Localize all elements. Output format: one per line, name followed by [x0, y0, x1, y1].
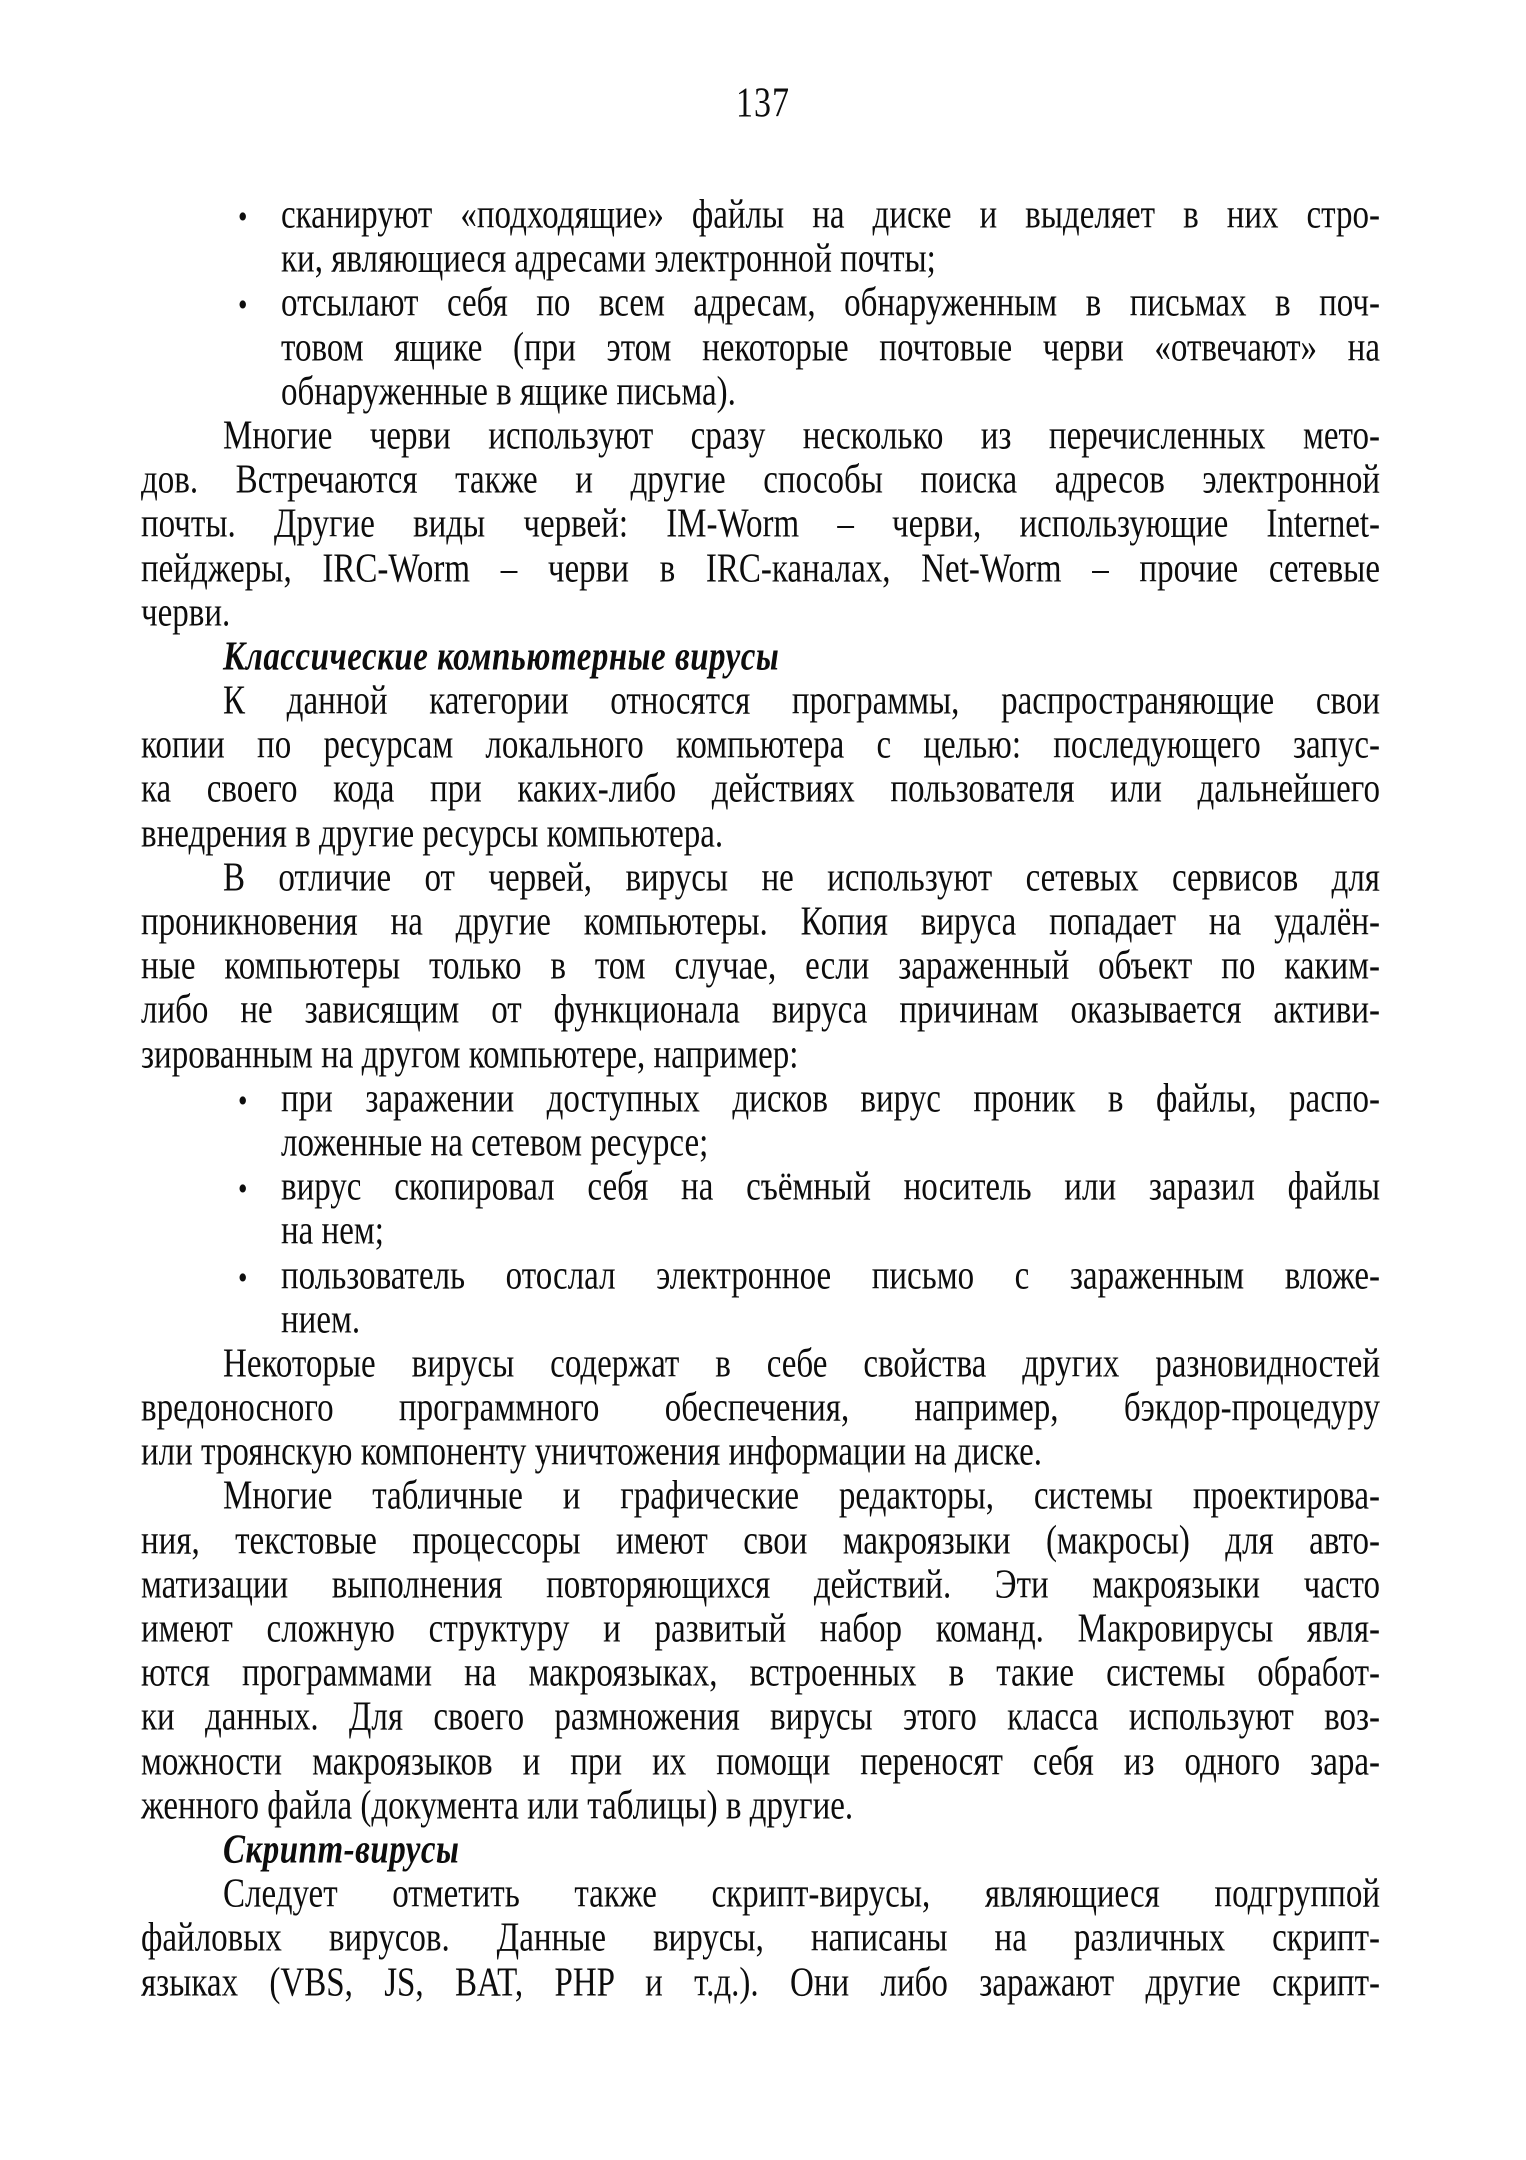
- bullet-icon: •: [238, 197, 248, 235]
- bullet-item-line: на нем;: [281, 1208, 384, 1254]
- bullet-icon: •: [238, 285, 248, 324]
- paragraph-line: файловых вирусов. Данные вирусы, написаны на различных скрипт-: [141, 1915, 1380, 1961]
- bullet-item-line: ложенные на сетевом ресурсе;: [281, 1120, 709, 1166]
- paragraph-line: ка своего кода при каких-либо действиях пользователя или дальнейшего: [141, 766, 1380, 812]
- paragraph-line: черви.: [141, 590, 231, 636]
- bullet-icon: •: [238, 1257, 248, 1296]
- paragraph-line: или троянскую компоненту уничтожения информации на диске.: [141, 1429, 1043, 1475]
- section-heading: Классические компьютерные вирусы: [223, 634, 780, 680]
- paragraph-line: женного файла (документа или таблицы) в другие.: [141, 1783, 854, 1829]
- bullet-item-line: нием.: [281, 1297, 361, 1343]
- paragraph-line: ки данных. Для своего размножения вирусы этого класса используют воз-: [141, 1694, 1380, 1740]
- paragraph-line: Многие табличные и графические редакторы, системы проектирова-: [223, 1473, 1380, 1519]
- paragraph-line: ные компьютеры только в том случае, если зараженный объект по каким-: [141, 943, 1380, 989]
- paragraph-line: дов. Встречаются также и другие способы поиска адресов электронной: [141, 457, 1380, 503]
- paragraph-line: вредоносного программного обеспечения, например, бэкдор-процедуру: [141, 1385, 1380, 1431]
- paragraph-line: внедрения в другие ресурсы компьютера.: [141, 811, 724, 857]
- paragraph-line: имеют сложную структуру и развитый набор команд. Макровирусы явля-: [141, 1606, 1380, 1652]
- paragraph-line: В отличие от червей, вирусы не используют сетевых сервисов для: [223, 855, 1380, 901]
- bullet-item-line: товом ящике (при этом некоторые почтовые черви «отвечают» на: [281, 325, 1380, 371]
- bullet-item-line: • отсылают себя по всем адресам, обнаруженным в письмах в поч-: [141, 276, 1380, 331]
- paragraph-line: копии по ресурсам локального компьютера с целью: последующего запус-: [141, 722, 1380, 768]
- paragraph-line: пейджеры, IRC-Worm – черви в IRC-каналах, Net-Worm – прочие сетевые: [141, 545, 1380, 591]
- bullet-item-line: ки, являющиеся адресами электронной почты;: [281, 236, 936, 282]
- paragraph-line: почты. Другие виды червей: IM-Worm – черви, использующие Internet-: [141, 501, 1380, 547]
- paragraph-line: Многие черви используют сразу несколько из перечисленных мето-: [223, 413, 1380, 459]
- bullet-item-line: • сканируют «подходящие» файлы на диске и выделяет в них стро-: [141, 187, 1380, 242]
- paragraph-line: зированным на другом компьютере, например:: [141, 1032, 799, 1078]
- bullet-icon: •: [238, 1169, 248, 1208]
- paragraph-line: ются программами на макроязыках, встроенных в такие системы обработ-: [141, 1650, 1380, 1696]
- paragraph-line: либо не зависящим от функционала вируса причинам оказывается активи-: [141, 987, 1380, 1033]
- paragraph-line: ния, текстовые процессоры имеют свои макроязыки (макросы) для авто-: [141, 1518, 1380, 1564]
- paragraph-line: К данной категории относятся программы, распространяющие свои: [223, 678, 1380, 724]
- bullet-item-line: • при заражении доступных дисков вирус проник в файлы, распо-: [141, 1071, 1380, 1126]
- paragraph-line: Некоторые вирусы содержат в себе свойства других разновидностей: [223, 1341, 1380, 1387]
- paragraph-line: матизации выполнения повторяющихся действий. Эти макроязыки часто: [141, 1562, 1380, 1608]
- page-number: 137: [736, 80, 790, 127]
- section-heading: Скрипт-вирусы: [223, 1827, 460, 1873]
- bullet-item-line: • вирус скопировал себя на съёмный носитель или заразил файлы: [141, 1160, 1380, 1215]
- paragraph-line: проникновения на другие компьютеры. Копия вируса попадает на удалён-: [141, 899, 1380, 945]
- bullet-item-line: • пользователь отослал электронное письмо с зараженным вложе-: [141, 1248, 1380, 1303]
- paragraph-line: можности макроязыков и при их помощи переносят себя из одного зара-: [141, 1739, 1380, 1785]
- page-content: [141, 193, 1380, 2005]
- paragraph-line: языках (VBS, JS, BAT, PHP и т.д.). Они либо заражают другие скрипт-: [141, 1959, 1380, 2005]
- paragraph-line: Следует отметить также скрипт-вирусы, являющиеся подгруппой: [223, 1871, 1380, 1917]
- bullet-icon: •: [238, 1081, 248, 1119]
- bullet-item-line: обнаруженные в ящике письма).: [281, 369, 736, 415]
